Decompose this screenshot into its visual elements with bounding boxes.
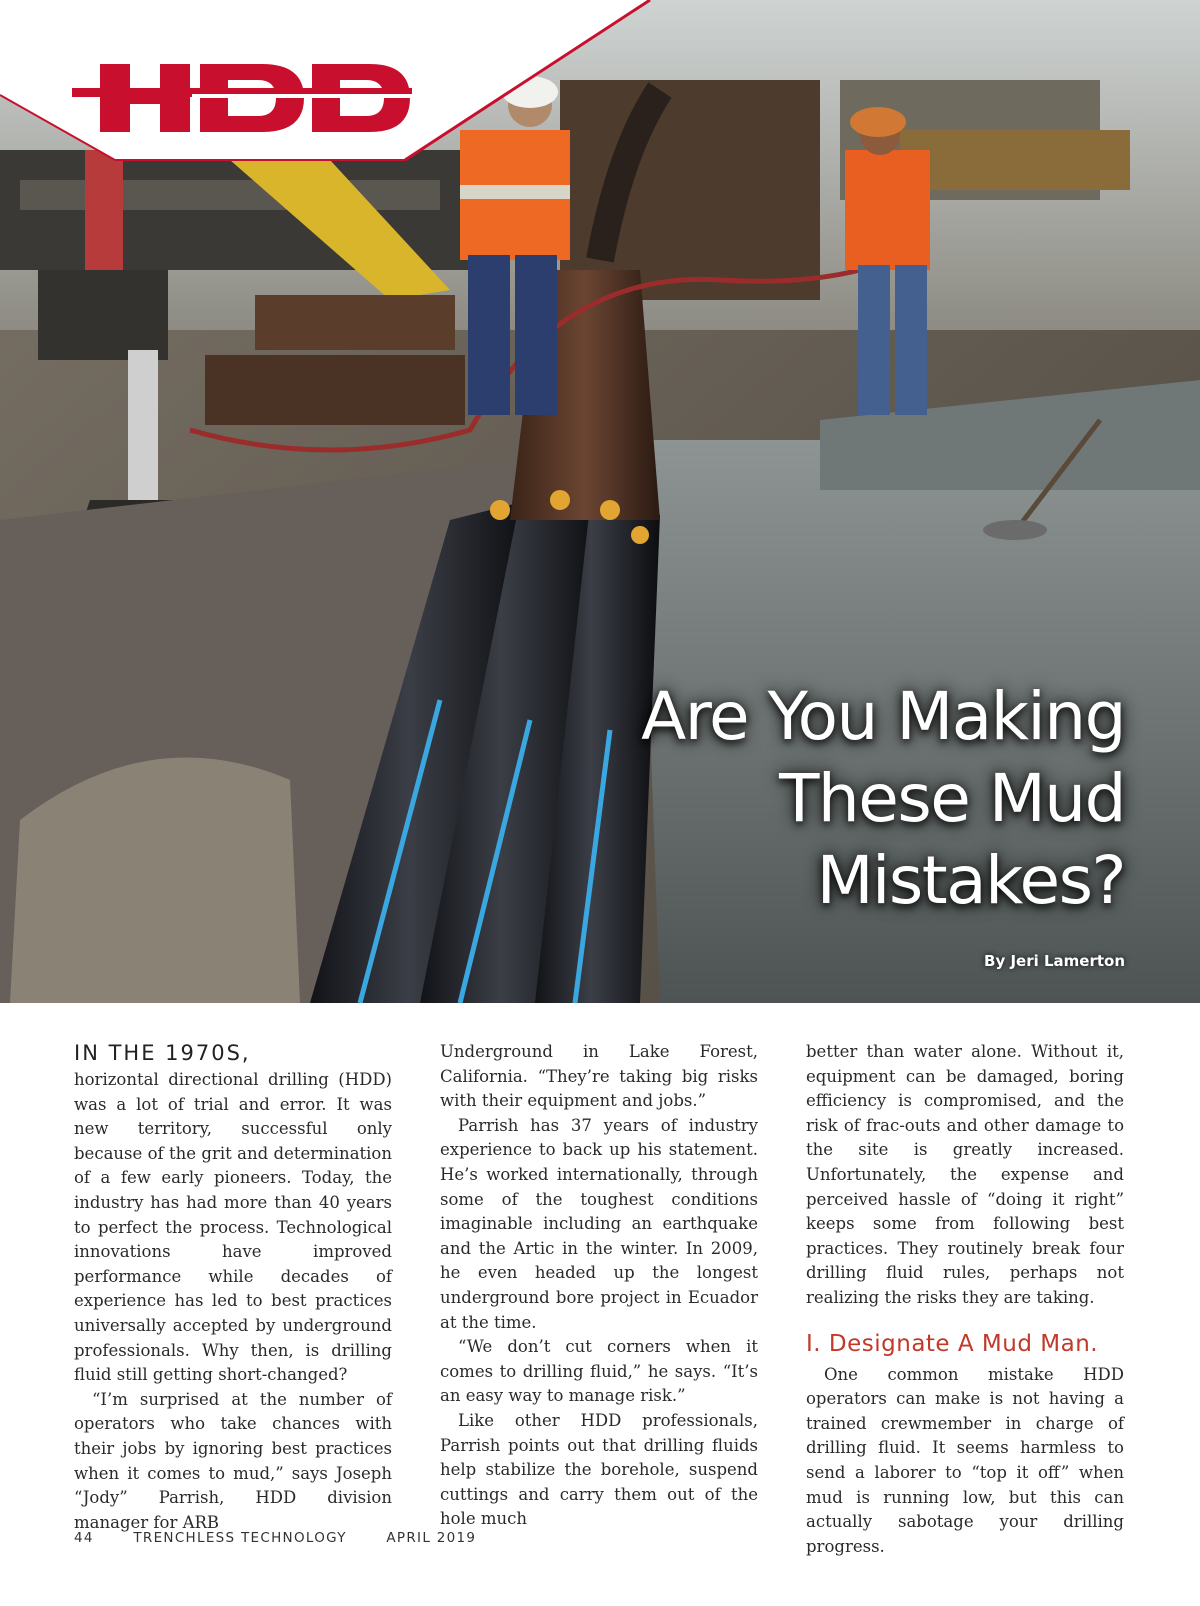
- paragraph: Parrish has 37 years of industry experience to back up his statement. He’s worked internationally, through some of the toughest conditions imaginable including an earthquake and the Artic in the winter. In 2009, he even headed up the longest underground bore project in Ecuador at the time.: [440, 1115, 758, 1332]
- publication-name: TRENCHLESS TECHNOLOGY: [133, 1530, 347, 1546]
- byline: By Jeri Lamerton: [984, 952, 1125, 970]
- paragraph: “We don’t cut corners when it comes to drilling fluid,” he says. “It’s an easy way to manage risk.”: [440, 1337, 758, 1406]
- headline-line-3: Mistakes?: [816, 842, 1125, 919]
- kicker: IN THE 1970S,: [74, 1041, 251, 1065]
- article-headline: [565, 676, 1125, 922]
- headline-line-2: These Mud: [779, 760, 1125, 837]
- article-column-2: [440, 1040, 758, 1532]
- article-column-3: [806, 1040, 1124, 1559]
- paragraph: One common mistake HDD operators can make is not having a trained crewmember in charge of drilling fluid. It seems harmless to send a laborer to “top it off” when mud is running low, but this can actually sabotage your drilling progress.: [806, 1364, 1124, 1556]
- headline-line-1: Are You Making: [641, 678, 1125, 755]
- paragraph: horizontal directional drilling (HDD) was a lot of trial and error. It was new territory, successful only because of the grit and determination of a few early pioneers. Today, the industry has had more than 40 years to perfect the process. Technological innovations have improved performance while decades of experience has led to best practices universally accepted by underground professionals. Why then, is drilling fluid still getting short-changed?: [74, 1070, 392, 1385]
- paragraph: better than water alone. Without it, equipment can be damaged, boring efficiency is compromised, and the risk of frac-outs and other damage to the site is greatly increased. Unfortunately, the expense and perceived hassle of “doing it right” keeps some from following best practices. They routinely break four drilling fluid rules, perhaps not realizing the risks they are taking.: [806, 1042, 1124, 1307]
- paragraph: Like other HDD professionals, Parrish points out that drilling fluids help stabilize the borehole, suspend cuttings and carry them out of the hole much: [440, 1410, 758, 1529]
- hdd-logo: [72, 60, 417, 138]
- article-column-1: [74, 1040, 392, 1535]
- paragraph: “I’m surprised at the number of operators who take chances with their jobs by ignoring best practices when it comes to mud,” says Joseph “Jody” Parrish, HDD division manager for ARB: [74, 1389, 392, 1532]
- page-number: 44: [74, 1530, 94, 1546]
- paragraph: Underground in Lake Forest, California. “They’re taking big risks with their equipment and jobs.”: [440, 1042, 758, 1111]
- issue-date: APRIL 2019: [386, 1530, 477, 1546]
- section-subhead: I. Designate A Mud Man.: [806, 1330, 1099, 1357]
- page-footer: [74, 1530, 510, 1546]
